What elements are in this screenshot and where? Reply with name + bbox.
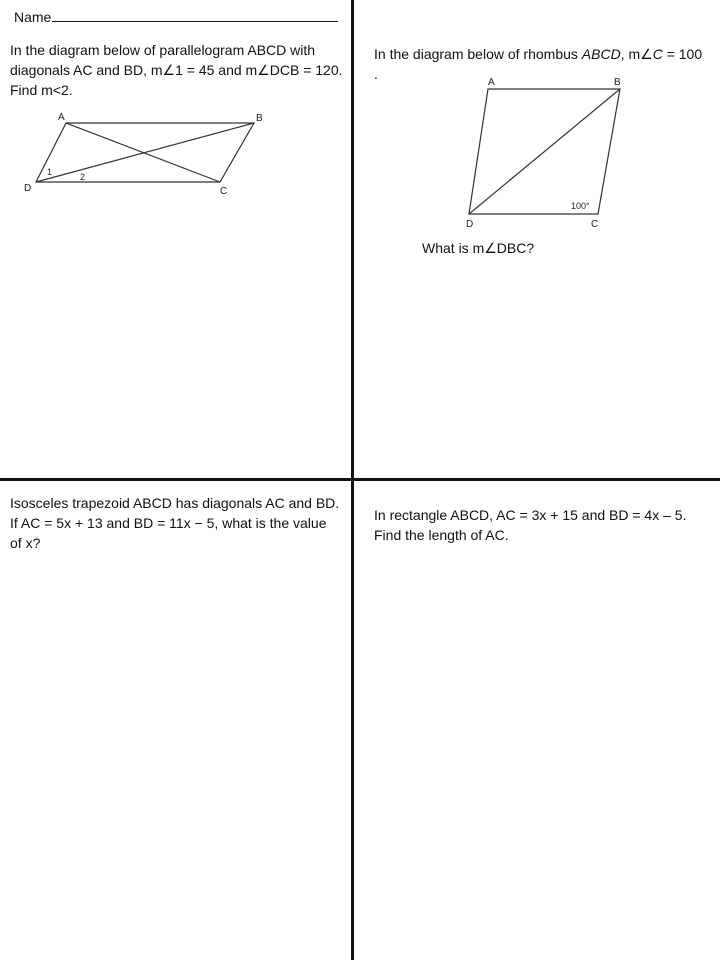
name-field [14,7,338,25]
question-1-text: In the diagram below of parallelogram ABCD with diagonals AC and BD, m∠1 = 45 and m∠DCB = 120. Find m<2. [10,42,343,98]
angle-label-2: 2 [80,172,86,182]
question-2-figure-name: ABCD [581,46,621,62]
vertex-label-b: B [256,113,263,124]
vertex-label-b: B [614,77,621,88]
question-4-text: In rectangle ABCD, AC = 3x + 15 and BD = 4x – 5. Find the length of AC. [374,507,687,543]
question-2-angle: C [652,46,663,62]
name-blank-line [52,7,338,22]
rhombus-diagram [460,74,630,234]
vertex-label-a: A [58,112,65,123]
angle-label-c: 100° [571,201,590,211]
question-3-text: Isosceles trapezoid ABCD has diagonals AC and BD. If AC = 5x + 13 and BD = 11x − 5, what is the value of x? [10,495,340,551]
name-label: Name [14,9,52,25]
question-2-suffix: = 100 . [374,46,703,82]
angle-label-1: 1 [47,167,53,177]
vertex-label-d: D [24,183,32,194]
parallelogram-diagram [20,108,280,203]
diagonal-bd [469,89,620,214]
question-2-prefix: In the diagram below of rhombus [374,46,582,62]
vertex-label-c: C [591,219,599,230]
vertex-label-a: A [488,77,495,88]
question-2-mid: , m∠ [620,46,653,62]
diagonal-bd [36,123,254,182]
question-2-followup: What is m∠DBC? [422,240,535,256]
horizontal-divider [0,478,720,481]
vertex-label-d: D [466,219,474,230]
vertex-label-c: C [220,186,228,197]
